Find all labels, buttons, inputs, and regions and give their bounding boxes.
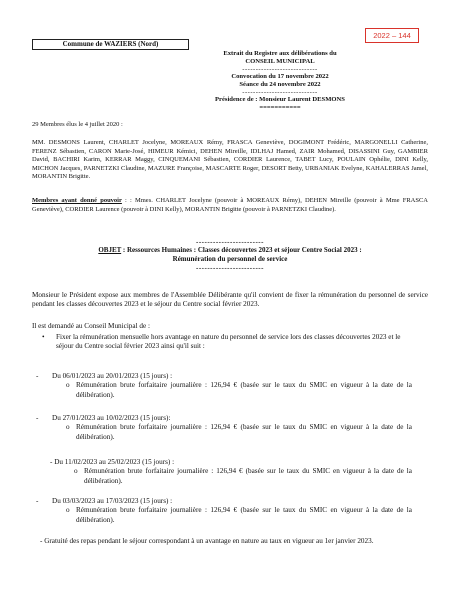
period-dates: Du 06/01/2023 au 20/01/2023 (15 jours) : <box>52 372 173 380</box>
period-remuneration <box>74 467 412 486</box>
period-dates: Du 03/03/2023 au 17/03/2023 (15 jours) : <box>52 497 173 505</box>
period-remuneration <box>66 381 412 400</box>
remuneration-text: Rémunération brute forfaitaire journalière : 126,94 € (basée sur le taux du SMIC en vigueur à la date de la délibération). <box>76 423 412 441</box>
header-dash2: ---------------------------- <box>242 88 318 96</box>
objet-dash-top: ------------------------ <box>196 238 264 246</box>
header-dash1: ---------------------------- <box>242 65 318 73</box>
presidence: Présidence de : Monsieur Laurent DESMONS <box>215 95 345 103</box>
commune-box: Commune de WAZIERS (Nord) <box>32 39 189 50</box>
objet-line1: : Ressources Humaines : Classes découvertes 2023 et séjour Centre Social 2023 : <box>121 246 362 254</box>
proxy-text: : : Mmes. CHARLET Jocelyne (pouvoir à MOREAUX Rémy), DEHEN Mireille (pouvoir à Mme FRASCA Geneviève), CORDIER Laurence (pouvoir à DINI Kelly), MORANTIN Brigitte (pouvoir à PARNETZKI Claudine). <box>32 197 428 213</box>
remuneration-text: Rémunération brute forfaitaire journalière : 126,94 € (basée sur le taux du SMIC en vigueur à la date de la délibération). <box>76 506 412 524</box>
period-dash: - <box>36 414 39 422</box>
objet-dash-bottom: ------------------------ <box>196 263 264 272</box>
remuneration-text: Rémunération brute forfaitaire journalière : 126,94 € (basée sur le taux du SMIC en vigueur à la date de la délibération). <box>84 467 412 485</box>
period-3 <box>44 458 412 486</box>
sub-mark: o <box>66 381 70 390</box>
period-dates: Du 27/01/2023 au 10/02/2023 (15 jours): <box>52 414 171 422</box>
bullet-mark: • <box>42 333 45 341</box>
proxy-label: Membres ayant donné pouvoir <box>32 197 122 204</box>
reference-badge: 2022 – 144 <box>365 28 419 43</box>
members-list: MM. DESMONS Laurent, CHARLET Jocelyne, MOREAUX Rémy, FRASCA Geneviève, DOGIMONT Frédéric, MARGONELLI Catherine, FERENZ Sébastien, CARON Marie-José, HIMEUR Kémici, DEHEN Mireille, IDLHAJ Hamed, ZAIR Mohamed, DISASSINI Guy, GAMBIER David, BACHIRI Karim, KERRAR Maggy, CINQUEMANI Sébastien, CORDIER Laurence, TABET Lucy, POULAIN Ophélie, DINI Kelly, MICHON Jacques, PARNETZKI Claudine, MAZURE Françoise, MASCARTE Roger, DESORT Betty, URBANIAK Evelyne, KAHALERRAS Jamel, MORANTIN Brigitte. <box>32 139 428 181</box>
period-dash: - <box>36 372 39 380</box>
gratuite-paragraph: - Gratuité des repas pendant le séjour correspondant à un avantage en nature au taux en vigueur au 1er janvier 2023. <box>40 537 374 545</box>
period-1 <box>36 372 412 400</box>
header-line2: CONSEIL MUNICIPAL <box>245 58 315 66</box>
sub-mark: o <box>66 423 70 432</box>
convocation-date: Convocation du 17 novembre 2022 <box>231 72 329 80</box>
period-remuneration <box>66 506 412 525</box>
header-stars: =========== <box>259 104 301 112</box>
objet-label: OBJET <box>98 246 122 254</box>
period-4 <box>36 497 412 525</box>
ask-line: Il est demandé au Conseil Municipal de : <box>32 322 150 330</box>
period-dates: - Du 11/02/2023 au 25/02/2023 (15 jours) : <box>50 458 175 466</box>
proxy-paragraph <box>32 197 428 214</box>
members-elected: 29 Membres élus le 4 juillet 2020 : <box>32 121 123 128</box>
sub-mark: o <box>74 467 78 476</box>
sub-mark: o <box>66 506 70 515</box>
register-header <box>205 50 355 112</box>
objet-line2: Rémunération du personnel de service <box>172 255 288 264</box>
period-remuneration <box>66 423 412 442</box>
bullet-item <box>42 333 414 352</box>
period-2 <box>36 414 412 442</box>
bullet-text: Fixer la rémunération mensuelle hors avantage en nature du personnel de service lors des classes découvertes 2023 et le séjour du Centre social février 2023 ainsi qu'il suit : <box>56 333 401 351</box>
header-line1: Extrait du Registre aux délibérations du <box>223 50 337 57</box>
seance-date: Séance du 24 novembre 2022 <box>239 81 321 89</box>
intro-paragraph: Monsieur le Président expose aux membres de l'Assemblée Délibérante qu'il convient de fixer la rémunération du personnel de service pendant les classes découvertes 2023 et le séjour du Centre social février 2023. <box>32 291 428 309</box>
remuneration-text: Rémunération brute forfaitaire journalière : 126,94 € (basée sur le taux du SMIC en vigueur à la date de la délibération). <box>76 381 412 399</box>
period-dash: - <box>36 497 39 505</box>
objet-block <box>40 239 420 272</box>
